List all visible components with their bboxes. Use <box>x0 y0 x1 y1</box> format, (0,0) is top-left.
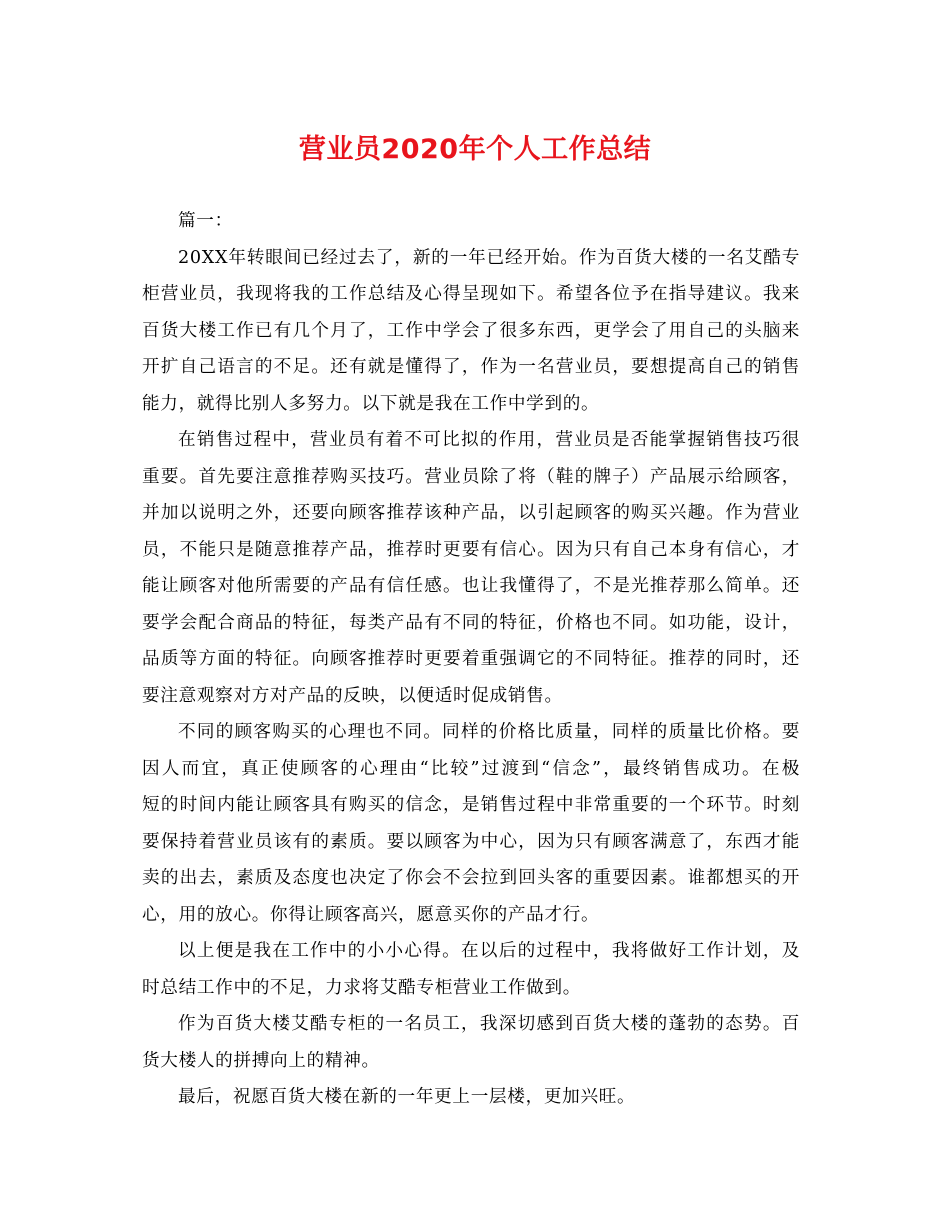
body-line: 因人而宜，真正使顾客的心理由“比较”过渡到“信念”，最终销售成功。在极 <box>142 758 800 779</box>
body-line: 百货大楼工作已有几个月了，工作中学会了很多东西，更学会了用自己的头脑来 <box>142 320 800 341</box>
body-line: 20XX年转眼间已经过去了，新的一年已经开始。作为百货大楼的一名艾酷专 <box>178 247 800 268</box>
body-line: 最后，祝愿百货大楼在新的一年更上一层楼，更加兴旺。 <box>178 1087 636 1107</box>
body-line: 并加以说明之外，还要向顾客推荐该种产品，以引起顾客的购买兴趣。作为营业 <box>142 503 800 523</box>
body-line: 重要。首先要注意推荐购买技巧。营业员除了将（鞋的牌子）产品展示给顾客， <box>142 466 800 487</box>
body-line: 在销售过程中，营业员有着不可比拟的作用，营业员是否能掌握销售技巧很 <box>178 430 800 450</box>
body-line: 短的时间内能让顾客具有购买的信念，是销售过程中非常重要的一个环节。时刻 <box>142 795 800 815</box>
document-body <box>142 203 800 1116</box>
body-line: 品质等方面的特征。向顾客推荐时更要着重强调它的不同特征。推荐的同时，还 <box>142 649 800 669</box>
body-line: 开扩自己语言的不足。还有就是懂得了，作为一名营业员，要想提高自己的销售 <box>142 357 800 377</box>
body-line: 以上便是我在工作中的小小心得。在以后的过程中，我将做好工作计划，及 <box>178 941 800 961</box>
body-line: 柜营业员，我现将我的工作总结及心得呈现如下。希望各位予在指导建议。我来 <box>142 284 800 304</box>
body-line: 要学会配合商品的特征，每类产品有不同的特征，价格也不同。如功能，设计， <box>142 612 800 633</box>
body-line: 员，不能只是随意推荐产品，推荐时更要有信心。因为只有自己本身有信心，才 <box>142 539 800 560</box>
body-line: 要注意观察对方对产品的反映，以便适时促成销售。 <box>142 685 563 706</box>
body-line: 货大楼人的拼搏向上的精神。 <box>142 1050 380 1071</box>
body-line: 要保持着营业员该有的素质。要以顾客为中心，因为只有顾客满意了，东西才能 <box>142 831 800 852</box>
body-line: 作为百货大楼艾酷专柜的一名员工，我深切感到百货大楼的蓬勃的态势。百 <box>178 1014 800 1034</box>
document-title: 营业员2020年个人工作总结 <box>298 134 652 165</box>
body-line: 心，用的放心。你得让顾客高兴，愿意买你的产品才行。 <box>142 904 600 925</box>
body-line: 卖的出去，素质及态度也决定了你会不会拉到回头客的重要因素。谁都想买的开 <box>142 868 800 888</box>
body-line: 篇一： <box>178 211 233 231</box>
body-line: 能让顾客对他所需要的产品有信任感。也让我懂得了，不是光推荐那么简单。还 <box>142 576 800 596</box>
body-line: 时总结工作中的不足，力求将艾酷专柜营业工作做到。 <box>142 977 582 998</box>
body-line: 能力，就得比别人多努力。以下就是我在工作中学到的。 <box>142 393 600 414</box>
body-line: 不同的顾客购买的心理也不同。同样的价格比质量，同样的质量比价格。要 <box>178 722 800 742</box>
